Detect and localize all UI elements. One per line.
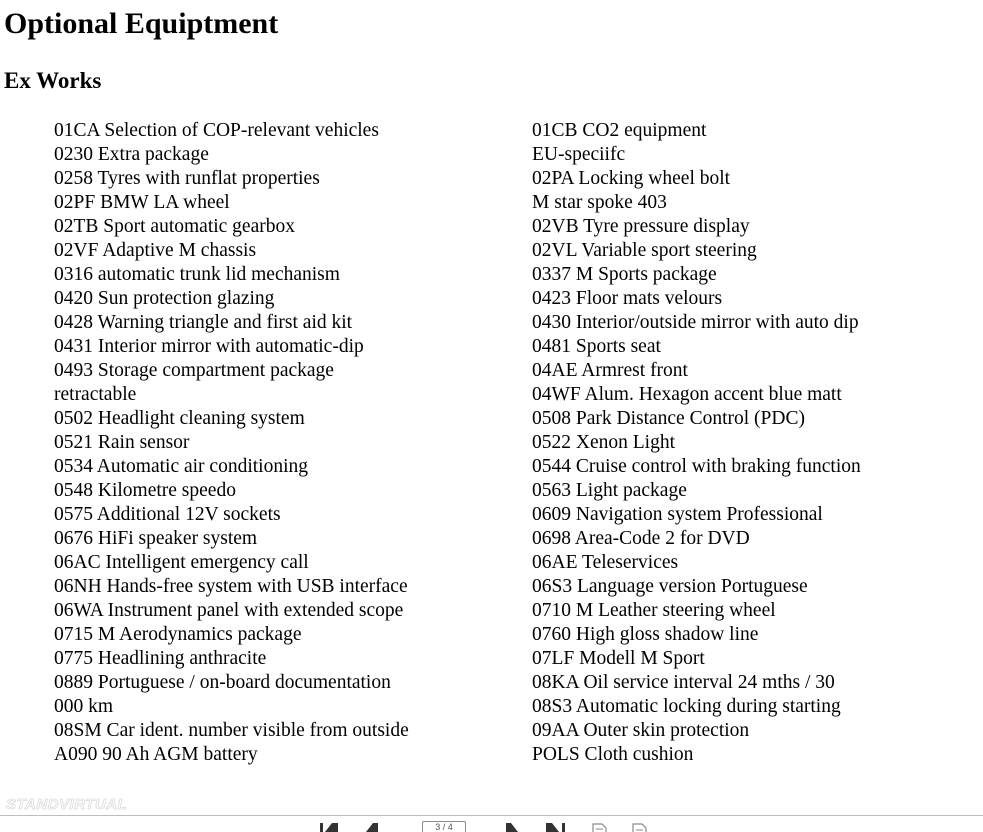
- print-icon[interactable]: [630, 823, 650, 832]
- equipment-item: 0698 Area-Code 2 for DVD: [532, 528, 750, 549]
- equipment-item: 02VF Adaptive M chassis: [54, 240, 257, 261]
- previous-page-icon[interactable]: [364, 823, 380, 832]
- save-icon[interactable]: [590, 823, 610, 832]
- equipment-item: M star spoke 403: [532, 192, 667, 213]
- next-page-icon[interactable]: [504, 823, 520, 832]
- equipment-item: 04WF Alum. Hexagon accent blue matt: [532, 384, 842, 405]
- equipment-item: 0544 Cruise control with braking function: [532, 456, 861, 477]
- equipment-item: EU-speciifc: [532, 144, 626, 165]
- equipment-item: 02PA Locking wheel bolt: [532, 168, 731, 189]
- equipment-item: 0563 Light package: [532, 480, 687, 501]
- equipment-list-right: [532, 119, 861, 767]
- equipment-item: 02PF BMW LA wheel: [54, 192, 230, 213]
- equipment-item: 02VL Variable sport steering: [532, 240, 757, 261]
- equipment-item: 0420 Sun protection glazing: [54, 288, 275, 309]
- equipment-list-left: [54, 119, 409, 767]
- equipment-item: 01CB CO2 equipment: [532, 120, 707, 141]
- equipment-item: 08S3 Automatic locking during starting: [532, 696, 841, 717]
- equipment-item: 0258 Tyres with runflat properties: [54, 168, 320, 189]
- equipment-item: 0502 Headlight cleaning system: [54, 408, 305, 429]
- equipment-item: 0548 Kilometre speedo: [54, 480, 236, 501]
- equipment-item: 0575 Additional 12V sockets: [54, 504, 281, 525]
- equipment-item: 0889 Portuguese / on-board documentation: [54, 672, 391, 693]
- pdf-viewer-toolbar: [0, 815, 983, 832]
- last-page-icon[interactable]: [544, 823, 568, 832]
- equipment-item: retractable: [54, 384, 137, 405]
- equipment-item: A090 90 Ah AGM battery: [54, 744, 258, 765]
- equipment-item: 0337 M Sports package: [532, 264, 717, 285]
- equipment-item: 0676 HiFi speaker system: [54, 528, 258, 549]
- equipment-item: 000 km: [54, 696, 114, 717]
- equipment-item: 0521 Rain sensor: [54, 432, 190, 453]
- equipment-item: 08KA Oil service interval 24 mths / 30: [532, 672, 835, 693]
- equipment-item: 0609 Navigation system Professional: [532, 504, 823, 525]
- equipment-item: 09AA Outer skin protection: [532, 720, 750, 741]
- first-page-icon[interactable]: [318, 823, 340, 832]
- equipment-item: 0481 Sports seat: [532, 336, 661, 357]
- watermark-logo: STANDVIRTUAL: [6, 796, 128, 813]
- equipment-item: 06S3 Language version Portuguese: [532, 576, 808, 597]
- equipment-item: 0230 Extra package: [54, 144, 209, 165]
- equipment-item: 07LF Modell M Sport: [532, 648, 705, 669]
- equipment-item: 0710 M Leather steering wheel: [532, 600, 776, 621]
- equipment-item: 0534 Automatic air conditioning: [54, 456, 309, 477]
- document-title: Optional Equiptment: [4, 7, 279, 40]
- equipment-item: 02TB Sport automatic gearbox: [54, 216, 295, 237]
- equipment-item: POLS Cloth cushion: [532, 744, 694, 765]
- equipment-item: 06AC Intelligent emergency call: [54, 552, 309, 573]
- equipment-item: 06AE Teleservices: [532, 552, 679, 573]
- equipment-item: 0715 M Aerodynamics package: [54, 624, 302, 645]
- equipment-item: 06NH Hands-free system with USB interface: [54, 576, 408, 597]
- equipment-item: 0508 Park Distance Control (PDC): [532, 408, 805, 429]
- section-heading: Ex Works: [4, 68, 102, 93]
- equipment-item: 0775 Headlining anthracite: [54, 648, 267, 669]
- equipment-item: 0522 Xenon Light: [532, 432, 675, 453]
- equipment-item: 08SM Car ident. number visible from outside: [54, 720, 409, 741]
- equipment-item: 0431 Interior mirror with automatic-dip: [54, 336, 364, 357]
- equipment-item: 04AE Armrest front: [532, 360, 688, 381]
- equipment-item: 0316 automatic trunk lid mechanism: [54, 264, 340, 285]
- equipment-item: 01CA Selection of COP-relevant vehicles: [54, 120, 379, 141]
- equipment-item: 0428 Warning triangle and first aid kit: [54, 312, 353, 333]
- equipment-item: 0423 Floor mats velours: [532, 288, 723, 309]
- equipment-item: 06WA Instrument panel with extended scope: [54, 600, 404, 621]
- page-number-field[interactable]: 3 / 4: [422, 821, 466, 832]
- equipment-item: 0493 Storage compartment package: [54, 360, 334, 381]
- equipment-item: 0430 Interior/outside mirror with auto dip: [532, 312, 859, 333]
- equipment-item: 02VB Tyre pressure display: [532, 216, 750, 237]
- equipment-item: 0760 High gloss shadow line: [532, 624, 759, 645]
